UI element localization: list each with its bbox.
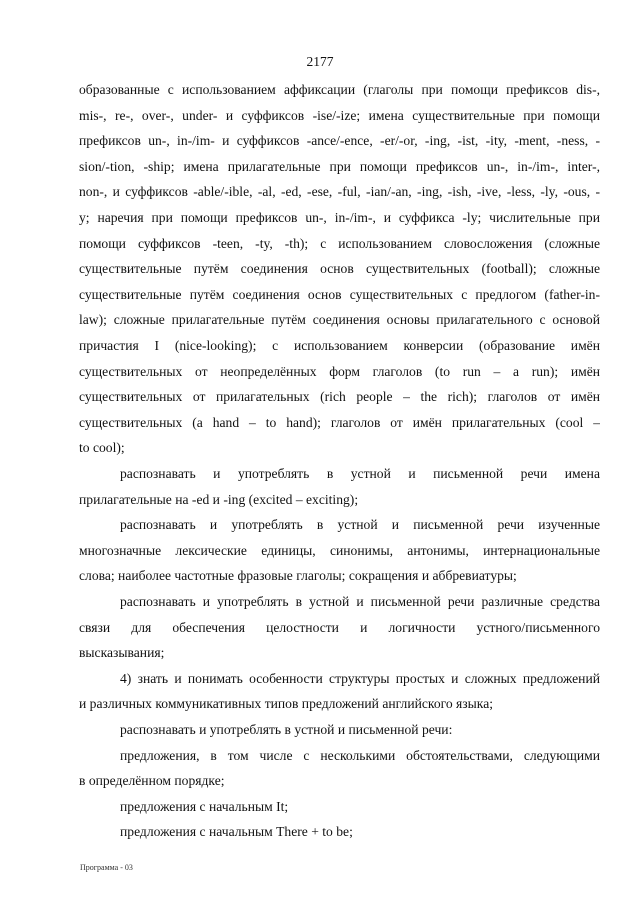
text-line: y; наречия при помощи префиксов un-, in-/im-, и суффикса -ly; числительные при	[79, 210, 600, 225]
text-line: распознавать и употреблять в устной и письменной речи изученные	[120, 517, 600, 532]
text-line: non-, и суффиксов -able/-ible, -al, -ed, -ese, -ful, -ian/-an, -ing, -ish, -ive, -less, -ly, -ous, -	[79, 184, 600, 199]
text-line: существительные путём соединения основ существительных с предлогом (father-in-	[79, 287, 600, 302]
text-line: предложения с начальным It;	[120, 799, 289, 814]
page-number: 2177	[306, 54, 334, 69]
text-line: 4) знать и понимать особенности структуры простых и сложных предложений	[120, 671, 600, 686]
text-line: в определённом порядке;	[79, 773, 225, 788]
text-line: распознавать и употреблять в устной и письменной речи различные средства	[120, 594, 600, 609]
text-line: sion/-tion, -ship; имена прилагательные при помощи префиксов un-, in-/im-, inter-,	[79, 159, 600, 174]
text-line: префиксов un-, in-/im- и суффиксов -ance/-ence, -er/-or, -ing, -ist, -ity, -ment, -ness, -	[79, 133, 600, 148]
text-line: помощи суффиксов -teen, -ty, -th); с использованием словосложения (сложные	[79, 236, 600, 251]
text-line: слова; наиболее частотные фразовые глаголы; сокращения и аббревиатуры;	[79, 568, 517, 583]
text-line: mis-, re-, over-, under- и суффиксов -ise/-ize; имена существительные при помощи	[79, 108, 600, 123]
text-line: распознавать и употреблять в устной и письменной речи имена	[120, 466, 600, 481]
text-line: высказывания;	[79, 645, 165, 660]
text-line: существительных от неопределённых форм глаголов (to run – a run); имён	[79, 364, 600, 379]
page-footer: Программа - 03	[80, 863, 133, 872]
text-line: связи для обеспечения целостности и логичности устного/письменного	[79, 620, 600, 635]
text-line: предложения, в том числе с несколькими обстоятельствами, следующими	[120, 748, 600, 763]
text-line: существительные путём соединения основ существительных (football); сложные	[79, 261, 600, 276]
text-line: причастия I (nice-looking); с использованием конверсии (образование имён	[79, 338, 600, 353]
text-line: law); сложные прилагательные путём соединения основы прилагательного с основой	[79, 312, 600, 327]
text-line: и различных коммуникативных типов предложений английского языка;	[79, 696, 494, 711]
text-line: образованные с использованием аффиксации (глаголы при помощи префиксов dis-,	[79, 82, 600, 97]
text-line: распознавать и употреблять в устной и письменной речи:	[120, 722, 453, 737]
text-line: прилагательные на -ed и -ing (excited – exciting);	[79, 492, 359, 507]
text-line: многозначные лексические единицы, синонимы, антонимы, интернациональные	[79, 543, 600, 558]
text-line: to cool);	[79, 440, 125, 455]
text-line: существительных (a hand – to hand); глаголов от имён прилагательных (cool –	[79, 415, 600, 430]
text-line: существительных от прилагательных (rich people – the rich); глаголов от имён	[79, 389, 600, 404]
text-line: предложения с начальным There + to be;	[120, 824, 353, 839]
